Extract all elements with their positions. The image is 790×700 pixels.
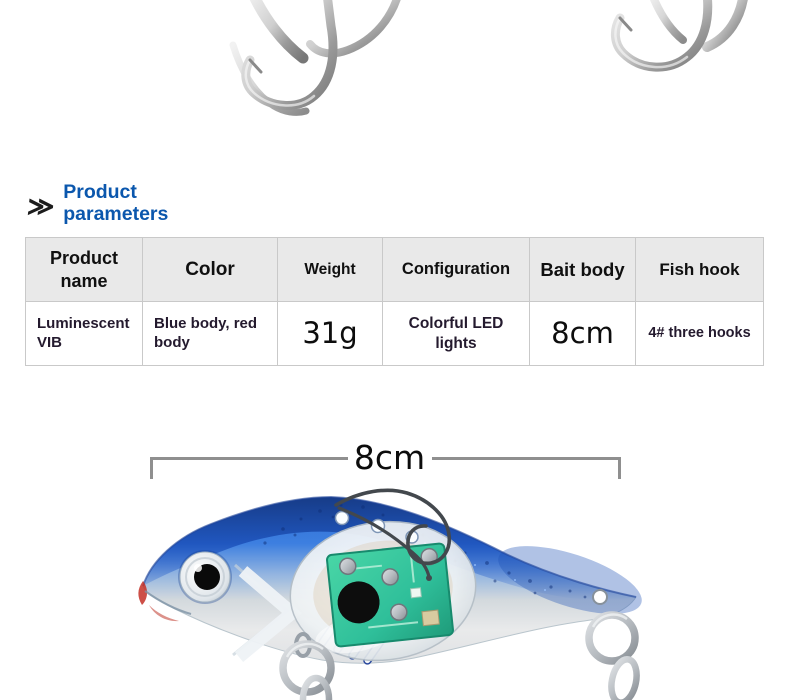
parameters-table xyxy=(25,237,764,366)
lure-eye xyxy=(178,550,232,604)
cell-weight: 31g xyxy=(278,302,383,366)
dimension-tick-right xyxy=(618,457,621,479)
treble-hook-left-icon xyxy=(233,0,399,112)
tail-hole xyxy=(593,590,607,604)
dimension-tick-left xyxy=(150,457,153,479)
led-component xyxy=(410,588,421,598)
chip-component xyxy=(422,610,439,626)
treble-hooks-photo xyxy=(0,0,790,130)
col-header-weight: Weight xyxy=(278,238,383,302)
circuit-board xyxy=(327,543,454,647)
treble-hook-right-icon xyxy=(615,0,744,67)
cell-fish-hook: 4# three hooks xyxy=(636,302,764,366)
section-header xyxy=(27,181,183,225)
col-header-configuration: Configuration xyxy=(383,238,530,302)
double-chevron-icon: ≫ xyxy=(25,191,57,221)
col-header-bait-body: Bait body xyxy=(530,238,636,302)
col-header-color: Color xyxy=(143,238,278,302)
dimension-line-right xyxy=(432,457,621,460)
dimension-line-left xyxy=(150,457,348,460)
table-header-row xyxy=(26,238,764,302)
section-title: Product parameters xyxy=(63,181,169,226)
col-header-product-name: Product name xyxy=(26,238,143,302)
cell-product-name: Luminescent VIB xyxy=(26,302,143,366)
dimension-label: 8cm xyxy=(353,438,426,477)
cell-bait-body: 8cm xyxy=(530,302,636,366)
col-header-fish-hook: Fish hook xyxy=(636,238,764,302)
cell-configuration: Colorful LED lights xyxy=(383,302,530,366)
table-row xyxy=(26,302,764,366)
lure-photo xyxy=(115,485,675,700)
cell-color: Blue body, red body xyxy=(143,302,278,366)
